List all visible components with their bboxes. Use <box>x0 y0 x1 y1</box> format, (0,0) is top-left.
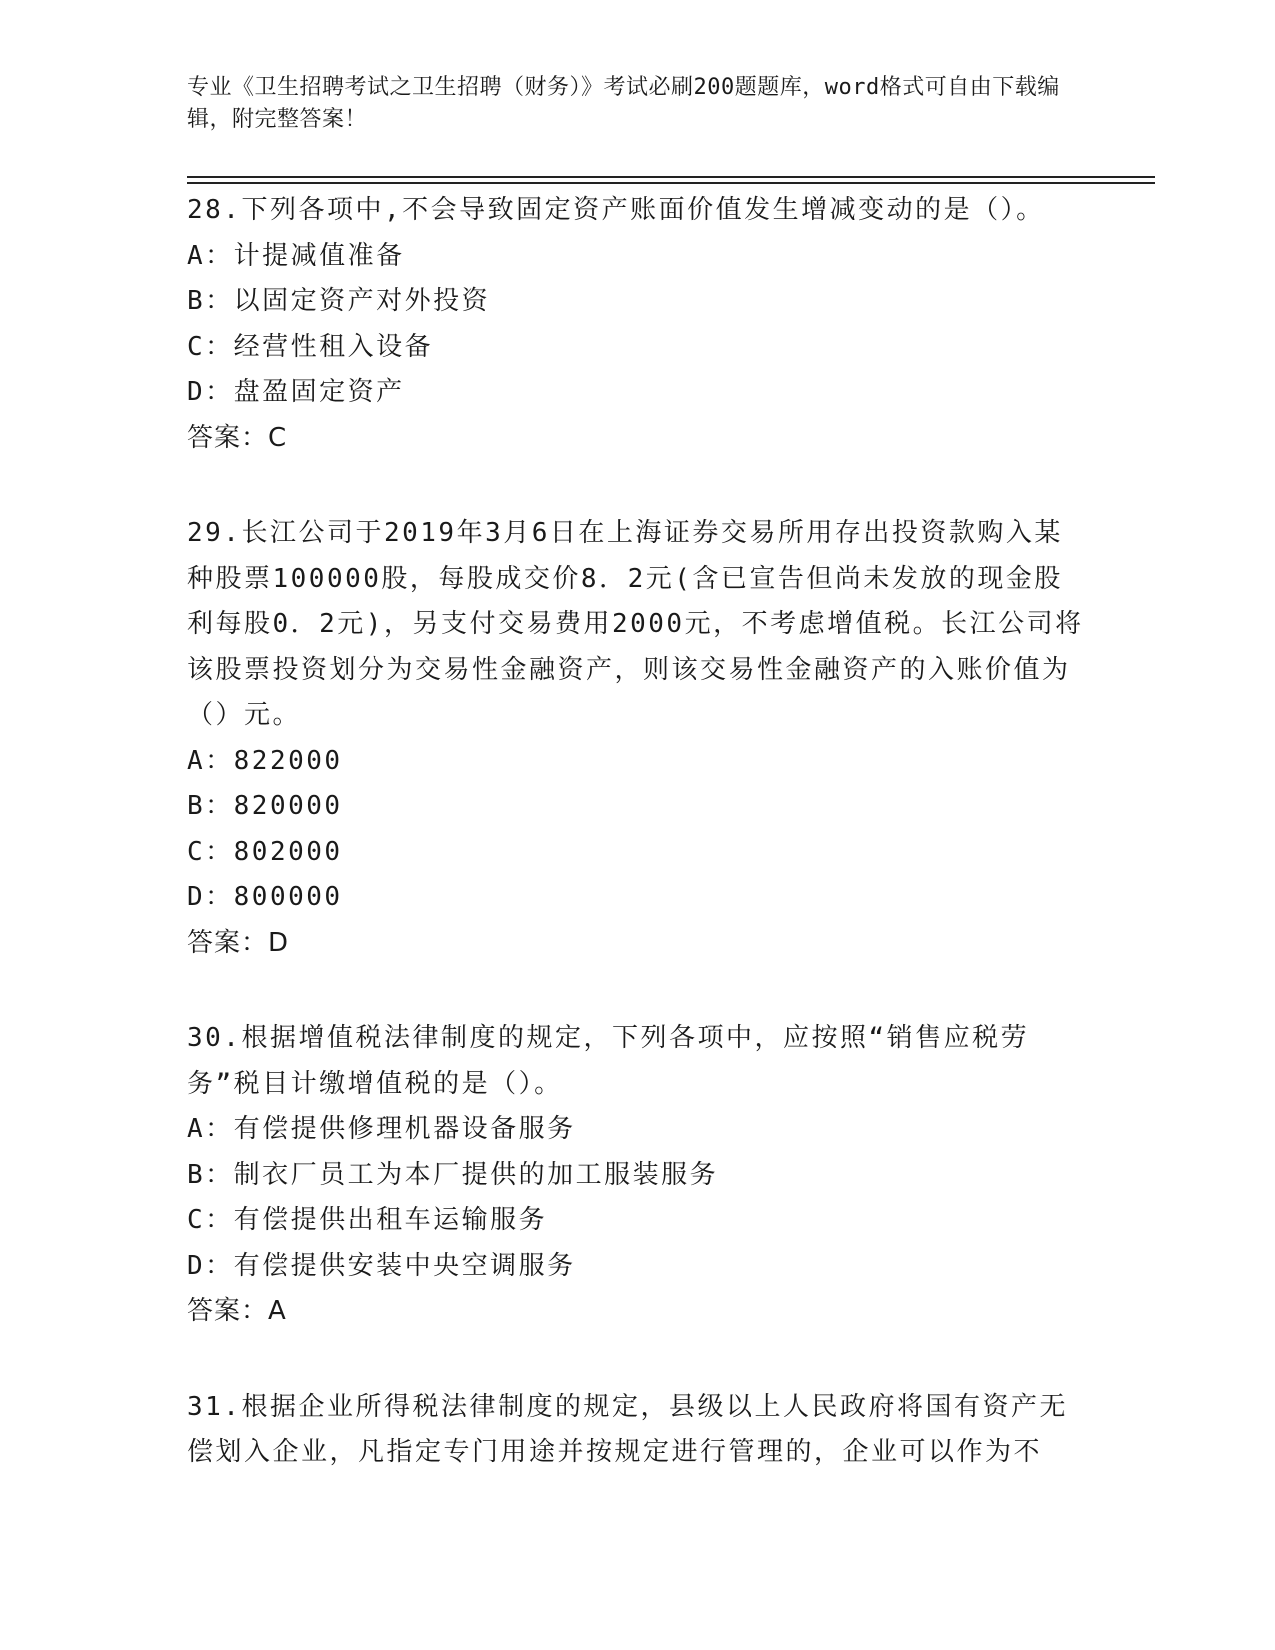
question-item <box>187 188 1087 461</box>
option-b: B：820000 <box>187 791 343 821</box>
answer-line: 答案：C <box>187 422 288 453</box>
question-item <box>187 1385 1087 1476</box>
answer-line: 答案：A <box>187 1296 287 1326</box>
question-stem: 28.下列各项中,不会导致固定资产账面价值发生增减变动的是（）。 <box>187 195 1045 225</box>
option-b: B：以固定资产对外投资 <box>187 286 491 316</box>
option-a: A：有偿提供修理机器设备服务 <box>187 1114 576 1144</box>
option-b: B：制衣厂员工为本厂提供的加工服装服务 <box>187 1159 719 1190</box>
question-stem: 31.根据企业所得税法律制度的规定，县级以上人民政府将国有资产无偿划入企业，凡指定专门用途并按规定进行管理的，企业可以作为不 <box>187 1391 1068 1467</box>
header-divider-top <box>187 176 1155 178</box>
header-divider-bottom <box>187 182 1155 184</box>
option-a: A：822000 <box>187 745 343 776</box>
option-a: A：计提减值准备 <box>187 240 405 271</box>
option-c: C：802000 <box>187 836 343 867</box>
question-stem: 30.根据增值税法律制度的规定，下列各项中，应按照“销售应税劳务”税目计缴增值税的是（）。 <box>187 1023 1030 1099</box>
option-c: C：经营性租入设备 <box>187 331 434 362</box>
question-list <box>187 188 1087 1526</box>
option-d: D：有偿提供安装中央空调服务 <box>187 1250 576 1281</box>
document-header: 专业《卫生招聘考试之卫生招聘（财务）》考试必刷200题题库，word格式可自由下载编辑，附完整答案！ <box>187 75 1060 132</box>
question-item <box>187 1016 1087 1335</box>
option-c: C：有偿提供出租车运输服务 <box>187 1205 548 1235</box>
option-d: D：盘盈固定资产 <box>187 377 405 407</box>
option-d: D：800000 <box>187 882 343 912</box>
question-item <box>187 511 1087 966</box>
answer-line: 答案：D <box>187 927 290 958</box>
question-stem: 29.长江公司于2019年3月6日在上海证券交易所用存出投资款购入某种股票100000股，每股成交价8．2元(含已宣告但尚未发放的现金股利每股0．2元)，另支付交易费用2000元，不考虑增值税。长江公司将该股票投资划分为交易性金融资产，则该交易性金融资产的入账价值为（）元。 <box>187 518 1084 730</box>
